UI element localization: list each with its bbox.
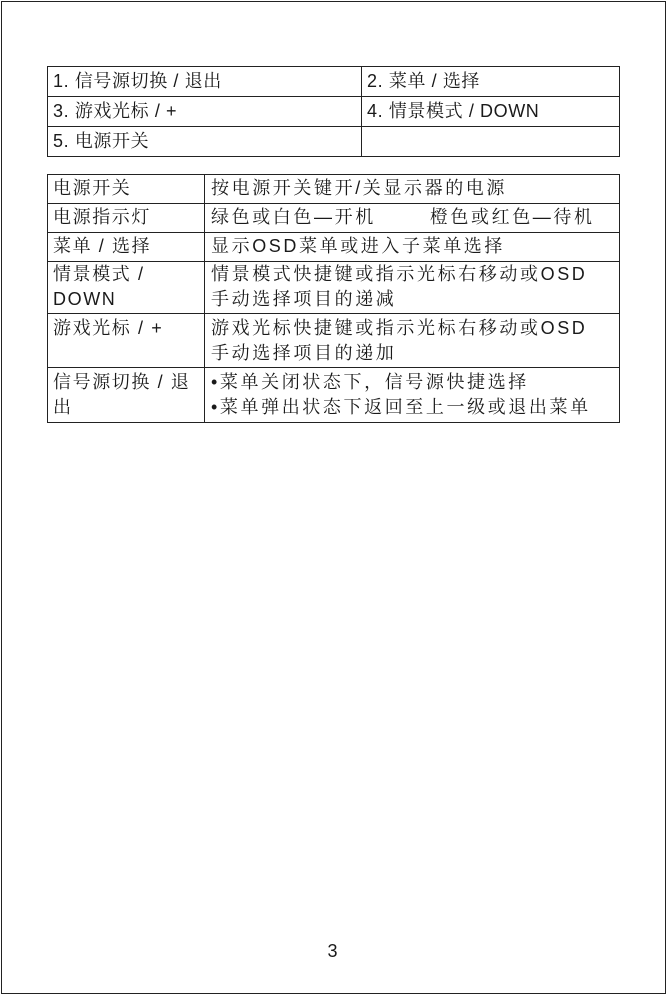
function-key-power — [48, 175, 205, 204]
function-desc-text: 游戏光标快捷键或指示光标右移动或OSD — [211, 318, 588, 338]
function-desc-text: •菜单关闭状态下，信号源快捷选择 — [211, 372, 529, 392]
legend-cell-menu-select: 2. 菜单 / 选择 — [362, 67, 620, 97]
function-key-text: 游戏光标 / + — [53, 318, 164, 338]
function-key-text: 信号源切换 / 退 — [53, 372, 191, 392]
function-desc-text: •菜单弹出状态下返回至上一级或退出菜单 — [211, 397, 591, 417]
function-key-game-cursor — [48, 314, 205, 368]
function-key-source-exit — [48, 368, 205, 423]
function-desc-power — [205, 175, 620, 204]
function-desc-text: 手动选择项目的递加 — [211, 343, 397, 363]
function-key-menu-select — [48, 233, 205, 262]
function-desc-scene-mode — [205, 262, 620, 314]
button-legend-table — [47, 66, 620, 157]
function-desc-text: 按电源开关键开/关显示器的电源 — [211, 178, 507, 198]
function-key-text: 菜单 / 选择 — [53, 236, 152, 256]
function-key-scene-mode — [48, 262, 205, 314]
legend-cell-source-exit: 1. 信号源切换 / 退出 — [48, 67, 362, 97]
function-key-text: DOWN — [53, 289, 117, 309]
function-key-text: 出 — [53, 397, 73, 417]
legend-cell-power: 5. 电源开关 — [48, 127, 362, 157]
function-desc-power-indicator — [205, 204, 620, 233]
function-key-power-indicator — [48, 204, 205, 233]
page-number: 3 — [327, 941, 338, 961]
function-key-text: 情景模式 / — [53, 264, 145, 284]
function-desc-menu-select — [205, 233, 620, 262]
indicator-on-state: 绿色或白色—开机 — [211, 207, 376, 227]
function-key-text: 电源开关 — [53, 178, 132, 198]
function-desc-source-exit — [205, 368, 620, 423]
legend-cell-empty — [362, 127, 620, 157]
legend-cell-scene-mode: 4. 情景模式 / DOWN — [362, 97, 620, 127]
function-desc-text: 情景模式快捷键或指示光标右移动或OSD — [211, 264, 588, 284]
function-desc-game-cursor — [205, 314, 620, 368]
function-desc-text: 手动选择项目的递减 — [211, 289, 397, 309]
function-key-text: 电源指示灯 — [53, 207, 151, 227]
legend-cell-game-cursor: 3. 游戏光标 / + — [48, 97, 362, 127]
function-table — [47, 174, 620, 423]
function-desc-text: 显示OSD菜单或进入子菜单选择 — [211, 236, 506, 256]
indicator-standby-state: 橙色或红色—待机 — [429, 207, 595, 227]
